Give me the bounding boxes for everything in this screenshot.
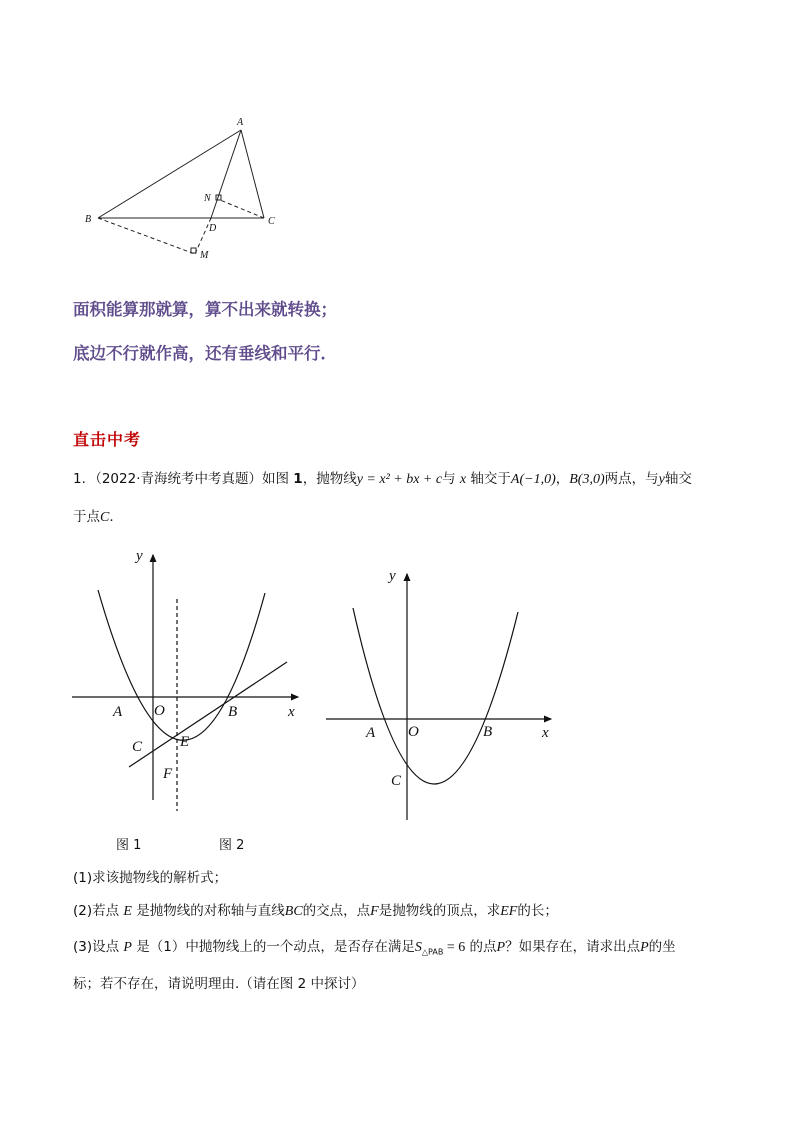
text: 的交点，点 xyxy=(302,903,371,919)
segment-AC xyxy=(241,130,264,218)
label-O: O xyxy=(154,703,165,719)
text: 轴交 xyxy=(664,471,692,487)
label-B: B xyxy=(228,704,238,720)
segment-EF: EF xyxy=(500,904,518,919)
text: ，抛物线 xyxy=(302,471,357,487)
parabola-curve xyxy=(353,608,518,784)
fig-ref: 1 xyxy=(293,471,303,487)
label-A: A xyxy=(113,704,123,720)
label-x: x xyxy=(542,725,549,741)
question-2 xyxy=(73,899,558,920)
label-x: x xyxy=(288,704,295,720)
slogan-line-2: 底边不行就作高，还有垂线和平行． xyxy=(73,344,337,363)
point-P: P xyxy=(123,940,132,955)
label-E: E xyxy=(180,734,190,750)
label-y: y xyxy=(136,548,143,564)
label-F: F xyxy=(163,766,173,782)
segment-BM-dashed xyxy=(98,218,195,254)
label-A: A xyxy=(237,117,244,128)
figure-1-caption: 图 1 xyxy=(116,838,142,853)
label-O: O xyxy=(408,724,419,740)
text: 是抛物线的对称轴与直线 xyxy=(136,903,285,919)
text: (2)若点 xyxy=(73,903,120,919)
area-value: = 6 xyxy=(443,940,466,955)
text: (3)设点 xyxy=(73,939,120,955)
text: 如图 xyxy=(262,471,289,487)
label-C: C xyxy=(132,739,143,755)
text: ？如果存在，请求出点 xyxy=(505,939,641,955)
problem-number: 1． xyxy=(73,471,96,487)
text: 的点 xyxy=(469,939,497,955)
line-BC: BC xyxy=(284,904,303,919)
segment-AB xyxy=(98,130,241,218)
figure-2 xyxy=(318,562,568,827)
slogan-line-1: 面积能算那就算，算不出来就转换； xyxy=(73,300,337,319)
point-C: C xyxy=(100,510,110,525)
point-F: F xyxy=(370,904,379,919)
figure-2-caption: 图 2 xyxy=(219,838,245,853)
text: 的长； xyxy=(517,903,558,919)
problem-source: （2022·青海统考中考真题） xyxy=(95,471,262,487)
label-N: N xyxy=(204,193,211,204)
text: 与 xyxy=(442,471,456,487)
text: 的坐 xyxy=(648,939,676,955)
figure-1 xyxy=(62,538,312,818)
area-symbol: S xyxy=(414,940,422,955)
text: ， xyxy=(555,471,570,487)
text: 是（1）中抛物线上的一个动点，是否存在满足 xyxy=(136,939,415,955)
point-A-coord: A(−1,0) xyxy=(510,472,556,487)
label-D: D xyxy=(209,223,217,234)
question-1: (1)求该抛物线的解析式； xyxy=(73,870,228,886)
label-A: A xyxy=(366,725,376,741)
text: 两点，与 xyxy=(604,471,659,487)
point-E: E xyxy=(123,904,132,919)
label-y: y xyxy=(389,568,396,584)
question-3-line2: 标；若不存在，请说明理由.（请在图 2 中探讨） xyxy=(73,976,365,992)
parabola-equation: y = x² + bx + c xyxy=(356,472,443,487)
section-title: 直击中考 xyxy=(73,430,142,449)
point-P: P xyxy=(496,940,506,955)
text: 轴交于 xyxy=(470,471,511,487)
triangle-figure xyxy=(80,112,290,272)
text: 是抛物线的顶点，求 xyxy=(378,903,501,919)
label-M: M xyxy=(200,250,209,261)
var-y: y xyxy=(658,472,665,487)
parabola-curve xyxy=(98,590,265,740)
segment-AD xyxy=(211,130,241,218)
var-x: x xyxy=(459,472,467,487)
problem-intro-line2 xyxy=(73,505,114,526)
text: 于点 xyxy=(73,509,100,525)
label-B: B xyxy=(85,214,92,225)
point-P: P xyxy=(640,940,649,955)
problem-intro xyxy=(73,467,692,488)
point-B-coord: B(3,0) xyxy=(569,472,605,487)
label-C: C xyxy=(391,773,402,789)
label-C: C xyxy=(268,216,275,227)
text: . xyxy=(109,509,114,525)
segment-CN-dashed xyxy=(220,200,264,218)
label-B: B xyxy=(483,724,493,740)
area-subscript: △PAB xyxy=(421,947,444,957)
question-3 xyxy=(73,935,676,957)
